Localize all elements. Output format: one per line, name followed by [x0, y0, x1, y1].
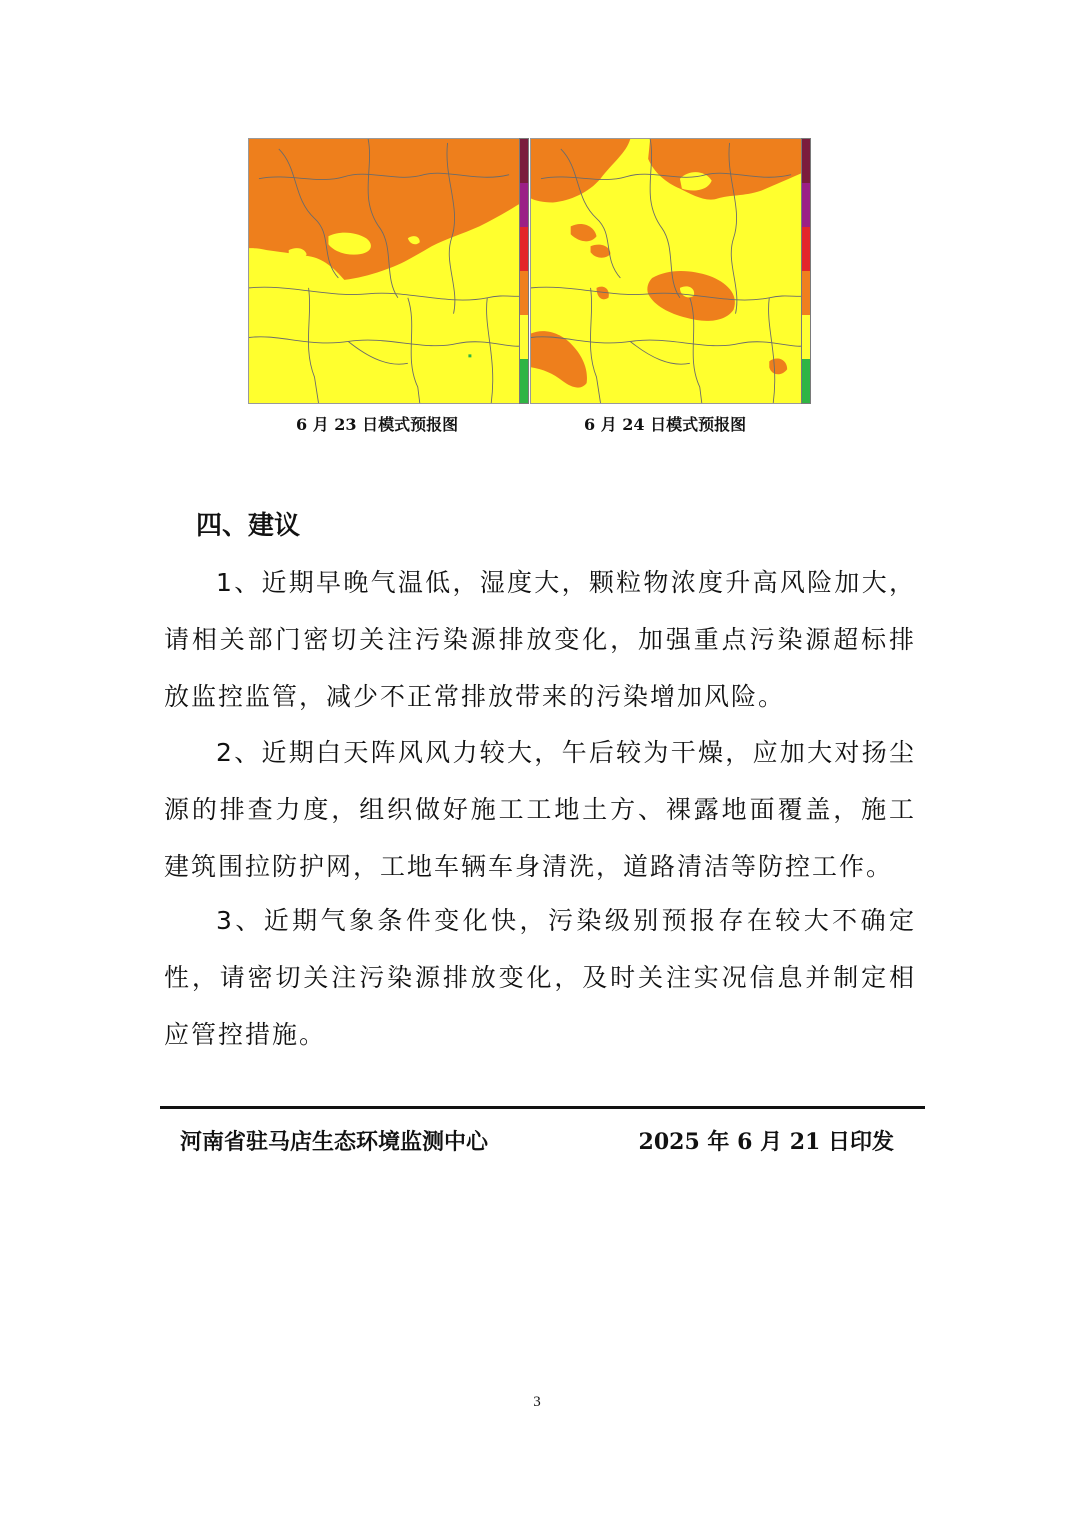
legend-swatch-3 [802, 227, 810, 271]
legend-swatch-2 [520, 183, 528, 227]
map-marker-green [468, 354, 471, 357]
legend-swatch-1 [520, 139, 528, 183]
legend-swatch-5 [802, 315, 810, 359]
legend-swatch-6 [802, 359, 810, 403]
page-number: 3 [533, 1394, 541, 1410]
legend-swatch-5 [520, 315, 528, 359]
legend-swatch-4 [520, 271, 528, 315]
legend-swatch-4 [802, 271, 810, 315]
forecast-map-june-23-graphic [249, 139, 525, 403]
legend-swatch-6 [520, 359, 528, 403]
suggestion-paragraph-3: 3、近期气象条件变化快，污染级别预报存在较大不确定性，请密切关注污染源排放变化，及时关注实况信息并制定相应管控措施。 [164, 906, 916, 1049]
legend-swatch-3 [520, 227, 528, 271]
forecast-map-june-24-graphic [531, 139, 807, 403]
map-caption-june-23: 6 月 23 日模式预报图 [296, 415, 459, 434]
map-caption-june-24: 6 月 24 日模式预报图 [584, 415, 747, 434]
legend-bar-june-24 [801, 138, 811, 404]
suggestion-paragraph-1: 1、近期早晚气温低，湿度大，颗粒物浓度升高风险加大，请相关部门密切关注污染源排放变化，加强重点污染源超标排放监控监管，减少不正常排放带来的污染增加风险。 [164, 568, 916, 711]
legend-swatch-2 [802, 183, 810, 227]
section-heading: 四、建议 [196, 511, 301, 541]
issue-date: 2025 年 6 月 21 日印发 [638, 1129, 894, 1155]
issuing-organization: 河南省驻马店生态环境监测中心 [180, 1129, 489, 1155]
legend-bar-june-23 [519, 138, 529, 404]
suggestion-paragraph-2: 2、近期白天阵风风力较大，午后较为干燥，应加大对扬尘源的排查力度，组织做好施工工地土方、裸露地面覆盖，施工建筑围拉防护网，工地车辆车身清洗，道路清洁等防控工作。 [164, 738, 916, 881]
forecast-map-june-24 [530, 138, 808, 404]
forecast-map-june-23 [248, 138, 526, 404]
legend-swatch-1 [802, 139, 810, 183]
footer-divider [160, 1106, 925, 1109]
